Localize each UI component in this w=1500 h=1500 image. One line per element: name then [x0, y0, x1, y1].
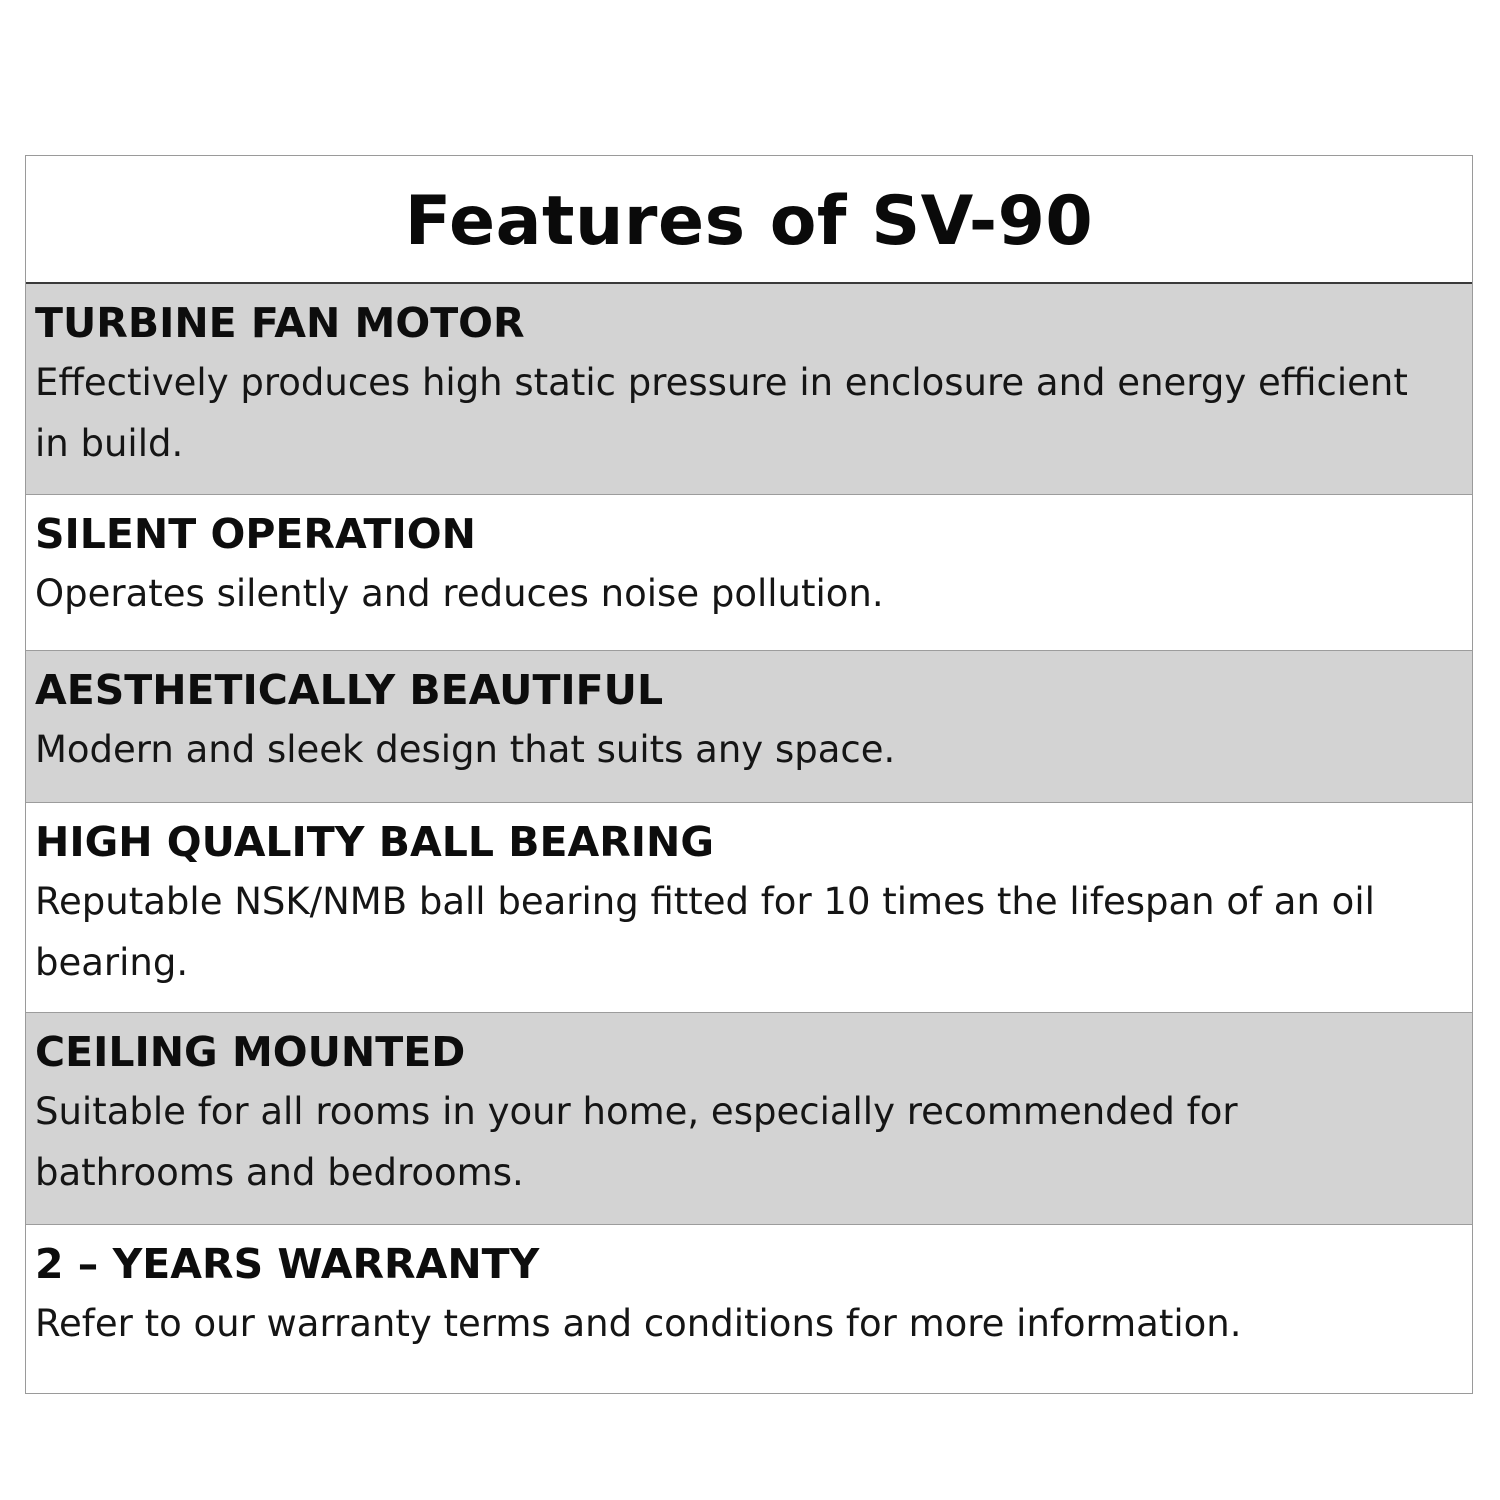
feature-row-turbine-fan-motor	[26, 284, 1472, 495]
feature-heading: SILENT OPERATION	[35, 510, 476, 558]
feature-row-silent-operation	[26, 495, 1472, 651]
feature-description: Modern and sleek design that suits any space.	[35, 728, 896, 771]
features-table	[25, 155, 1473, 1394]
title-row	[26, 156, 1472, 284]
feature-description: Reputable NSK/NMB ball bearing fitted for 10 times the lifespan of an oil bearing.	[35, 880, 1375, 984]
feature-description: Suitable for all rooms in your home, especially recommended for bathrooms and bedrooms.	[35, 1090, 1238, 1194]
feature-description: Effectively produces high static pressure in enclosure and energy efficient in build.	[35, 361, 1408, 465]
feature-row-ceiling-mounted	[26, 1013, 1472, 1225]
feature-description: Refer to our warranty terms and conditions for more information.	[35, 1302, 1242, 1345]
feature-heading: TURBINE FAN MOTOR	[35, 299, 525, 347]
page-title: Features of SV-90	[404, 182, 1094, 261]
feature-heading: AESTHETICALLY BEAUTIFUL	[35, 666, 664, 714]
feature-description: Operates silently and reduces noise pollution.	[35, 572, 884, 615]
feature-row-warranty	[26, 1225, 1472, 1393]
feature-heading: HIGH QUALITY BALL BEARING	[35, 818, 715, 866]
feature-row-aesthetically-beautiful	[26, 651, 1472, 803]
feature-heading: CEILING MOUNTED	[35, 1028, 466, 1076]
feature-heading: 2 – YEARS WARRANTY	[35, 1240, 540, 1288]
feature-row-ball-bearing	[26, 803, 1472, 1013]
